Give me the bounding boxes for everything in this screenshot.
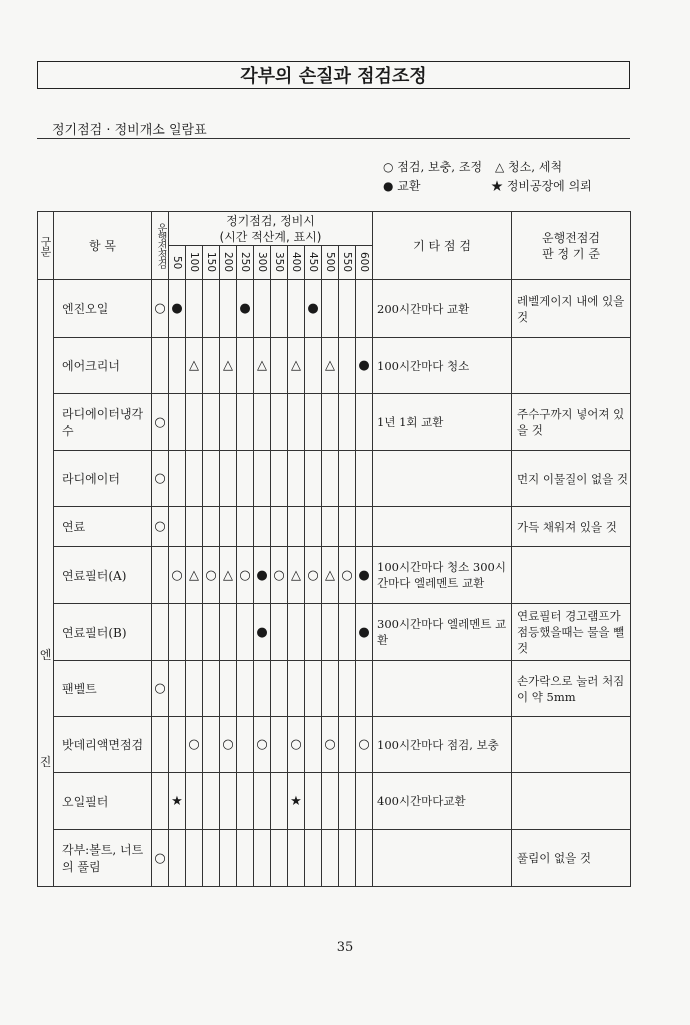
pre-op-mark: ○	[152, 394, 169, 451]
pre-op-mark: ○	[152, 280, 169, 338]
table-subtitle: 정기점검 · 정비개소 일람표	[52, 123, 207, 138]
criteria-text	[512, 547, 631, 604]
hour-header-cell: 150	[203, 246, 220, 280]
table-row	[38, 717, 631, 773]
interval-mark	[339, 604, 356, 661]
interval-mark	[305, 830, 322, 887]
interval-mark: △	[220, 547, 237, 604]
table-row	[38, 604, 631, 661]
interval-mark	[288, 604, 305, 661]
hour-header-cell: 200	[220, 246, 237, 280]
interval-mark	[305, 338, 322, 394]
interval-mark	[186, 451, 203, 507]
other-check-note: 200시간마다 교환	[373, 280, 512, 338]
interval-mark	[271, 280, 288, 338]
page-title: 각부의 손질과 점검조정	[37, 61, 630, 89]
header-other: 기 타 점 검	[373, 212, 512, 280]
interval-mark	[305, 661, 322, 717]
interval-mark: △	[288, 338, 305, 394]
interval-mark	[186, 773, 203, 830]
item-name: 연료필터(A)	[54, 547, 152, 604]
header-criteria: 운행전점검 판 정 기 준	[512, 212, 631, 280]
interval-mark	[254, 830, 271, 887]
interval-mark: ●	[356, 338, 373, 394]
hour-header-cell: 250	[237, 246, 254, 280]
pre-op-mark: ○	[152, 661, 169, 717]
interval-mark: ●	[237, 280, 254, 338]
criteria-text	[512, 773, 631, 830]
criteria-text	[512, 338, 631, 394]
interval-mark	[237, 717, 254, 773]
interval-mark	[254, 394, 271, 451]
interval-mark	[237, 830, 254, 887]
interval-mark	[203, 338, 220, 394]
interval-mark	[322, 661, 339, 717]
item-name: 각부:볼트, 너트 의 풀림	[54, 830, 152, 887]
interval-mark: △	[220, 338, 237, 394]
legend-check: ○ 점검, 보충, 조정	[383, 160, 483, 174]
criteria-text: 연료필터 경고램프가 점등했을때는 물을 뺄 것	[512, 604, 631, 661]
hour-header-cell: 50	[169, 246, 186, 280]
interval-mark: ○	[237, 547, 254, 604]
interval-mark: ○	[186, 717, 203, 773]
hour-header-cell: 400	[288, 246, 305, 280]
hour-header-cell: 450	[305, 246, 322, 280]
interval-mark	[220, 507, 237, 547]
interval-mark: ●	[169, 280, 186, 338]
interval-mark	[186, 604, 203, 661]
interval-mark	[220, 604, 237, 661]
interval-mark	[169, 604, 186, 661]
interval-mark	[288, 451, 305, 507]
interval-mark	[169, 451, 186, 507]
header-section: 구분	[38, 212, 54, 280]
interval-mark: ★	[169, 773, 186, 830]
interval-mark	[203, 451, 220, 507]
interval-mark: △	[322, 338, 339, 394]
interval-mark	[186, 661, 203, 717]
item-name: 연료필터(B)	[54, 604, 152, 661]
interval-mark: ○	[288, 717, 305, 773]
interval-mark	[271, 338, 288, 394]
item-name: 연료	[54, 507, 152, 547]
interval-mark	[220, 830, 237, 887]
interval-mark	[220, 394, 237, 451]
pre-op-mark	[152, 604, 169, 661]
other-check-note: 100시간마다 점검, 보충	[373, 717, 512, 773]
item-name: 에어크리너	[54, 338, 152, 394]
maintenance-table	[37, 211, 631, 887]
interval-mark: ○	[203, 547, 220, 604]
other-check-note: 100시간마다 청소 300시간마다 엘레멘트 교환	[373, 547, 512, 604]
other-check-note	[373, 507, 512, 547]
interval-mark	[305, 507, 322, 547]
page-number: 35	[336, 940, 354, 955]
interval-mark	[203, 507, 220, 547]
interval-mark	[169, 661, 186, 717]
item-name: 엔진오일	[54, 280, 152, 338]
interval-mark	[237, 338, 254, 394]
interval-mark	[203, 394, 220, 451]
interval-mark	[271, 507, 288, 547]
criteria-text: 가득 채워져 있을 것	[512, 507, 631, 547]
interval-mark	[254, 773, 271, 830]
criteria-text: 손가락으로 눌러 처짐이 약 5mm	[512, 661, 631, 717]
interval-mark	[271, 773, 288, 830]
table-row	[38, 451, 631, 507]
other-check-note: 100시간마다 청소	[373, 338, 512, 394]
interval-mark	[237, 394, 254, 451]
interval-mark	[169, 717, 186, 773]
table-row	[38, 773, 631, 830]
interval-mark	[356, 394, 373, 451]
interval-mark	[203, 717, 220, 773]
table-row	[38, 280, 631, 338]
legend-replace: ● 교환	[383, 179, 421, 193]
interval-mark: ○	[169, 547, 186, 604]
pre-op-mark	[152, 717, 169, 773]
interval-mark	[356, 773, 373, 830]
divider	[37, 138, 630, 139]
interval-mark: ○	[339, 547, 356, 604]
interval-mark	[322, 830, 339, 887]
interval-mark: ★	[288, 773, 305, 830]
interval-mark: ○	[356, 717, 373, 773]
interval-mark	[220, 451, 237, 507]
interval-mark: ●	[356, 547, 373, 604]
interval-mark	[356, 661, 373, 717]
interval-mark	[271, 604, 288, 661]
interval-mark	[305, 717, 322, 773]
interval-mark	[271, 394, 288, 451]
item-name: 라디에이터	[54, 451, 152, 507]
interval-mark	[339, 280, 356, 338]
table-row	[38, 394, 631, 451]
item-name: 라디에이터냉각수	[54, 394, 152, 451]
hour-header-cell: 600	[356, 246, 373, 280]
pre-op-mark	[152, 338, 169, 394]
interval-mark	[271, 830, 288, 887]
interval-mark	[271, 661, 288, 717]
interval-mark	[339, 661, 356, 717]
interval-mark	[305, 604, 322, 661]
table-row	[38, 507, 631, 547]
interval-mark	[339, 830, 356, 887]
interval-mark	[203, 773, 220, 830]
interval-mark: △	[288, 547, 305, 604]
interval-mark	[254, 451, 271, 507]
interval-mark: △	[254, 338, 271, 394]
table-row	[38, 661, 631, 717]
criteria-text: 주수구까지 넣어져 있을 것	[512, 394, 631, 451]
pre-op-mark: ○	[152, 451, 169, 507]
interval-mark	[322, 773, 339, 830]
other-check-note	[373, 451, 512, 507]
interval-mark	[305, 451, 322, 507]
interval-mark	[322, 280, 339, 338]
other-check-note: 1년 1회 교환	[373, 394, 512, 451]
interval-mark: ○	[271, 547, 288, 604]
interval-mark	[339, 451, 356, 507]
interval-mark: △	[186, 338, 203, 394]
interval-mark	[254, 507, 271, 547]
other-check-note: 300시간마다 엘레멘트 교환	[373, 604, 512, 661]
legend-shop: ★ 정비공장에 의뢰	[491, 179, 592, 193]
hour-header-cell: 500	[322, 246, 339, 280]
interval-mark: △	[322, 547, 339, 604]
interval-mark	[288, 280, 305, 338]
hour-header-cell: 100	[186, 246, 203, 280]
interval-mark	[288, 394, 305, 451]
interval-mark	[356, 451, 373, 507]
interval-mark: ○	[254, 717, 271, 773]
interval-mark	[220, 280, 237, 338]
interval-mark	[339, 394, 356, 451]
legend-clean: △ 청소, 세척	[495, 160, 563, 174]
interval-mark: ○	[305, 547, 322, 604]
interval-mark	[339, 507, 356, 547]
item-name: 오일필터	[54, 773, 152, 830]
interval-mark	[288, 830, 305, 887]
interval-mark	[356, 830, 373, 887]
pre-op-mark: ○	[152, 507, 169, 547]
pre-op-mark	[152, 773, 169, 830]
criteria-text: 레벨게이지 내에 있을 것	[512, 280, 631, 338]
interval-mark	[203, 604, 220, 661]
pre-op-mark: ○	[152, 830, 169, 887]
interval-mark	[237, 661, 254, 717]
interval-mark: △	[186, 547, 203, 604]
table-row	[38, 830, 631, 887]
header-periodic: 정기점검, 정비시 (시간 적산계, 표시)	[169, 212, 373, 246]
interval-mark	[237, 507, 254, 547]
interval-mark	[237, 451, 254, 507]
criteria-text: 먼지 이물질이 없을 것	[512, 451, 631, 507]
interval-mark	[322, 604, 339, 661]
interval-mark	[169, 507, 186, 547]
interval-mark	[186, 507, 203, 547]
table-row	[38, 338, 631, 394]
interval-mark: ●	[254, 604, 271, 661]
interval-mark	[203, 661, 220, 717]
table-row	[38, 547, 631, 604]
other-check-note	[373, 661, 512, 717]
interval-mark	[305, 394, 322, 451]
interval-mark	[186, 830, 203, 887]
interval-mark	[169, 830, 186, 887]
interval-mark	[339, 717, 356, 773]
interval-mark	[271, 717, 288, 773]
interval-mark	[339, 338, 356, 394]
interval-mark: ●	[305, 280, 322, 338]
interval-mark	[203, 830, 220, 887]
interval-mark: ●	[254, 547, 271, 604]
interval-mark	[322, 507, 339, 547]
other-check-note	[373, 830, 512, 887]
interval-mark	[339, 773, 356, 830]
header-pre-op: 운행전점검	[152, 212, 169, 280]
header-item: 항 목	[54, 212, 152, 280]
hour-header-cell: 300	[254, 246, 271, 280]
interval-mark: ●	[356, 604, 373, 661]
other-check-note: 400시간마다교환	[373, 773, 512, 830]
interval-mark	[203, 280, 220, 338]
interval-mark	[271, 451, 288, 507]
interval-mark	[305, 773, 322, 830]
interval-mark	[169, 338, 186, 394]
interval-mark	[220, 661, 237, 717]
interval-mark	[186, 280, 203, 338]
interval-mark	[186, 394, 203, 451]
hour-header-cell: 350	[271, 246, 288, 280]
interval-mark	[356, 507, 373, 547]
section-label: 엔 진	[38, 280, 54, 887]
interval-mark	[356, 280, 373, 338]
interval-mark: ○	[220, 717, 237, 773]
interval-mark	[237, 604, 254, 661]
item-name: 팬벨트	[54, 661, 152, 717]
interval-mark	[288, 507, 305, 547]
interval-mark	[322, 451, 339, 507]
pre-op-mark	[152, 547, 169, 604]
hour-header-cell: 550	[339, 246, 356, 280]
interval-mark	[254, 661, 271, 717]
item-name: 밧데리액면점검	[54, 717, 152, 773]
interval-mark	[288, 661, 305, 717]
interval-mark: ○	[322, 717, 339, 773]
interval-mark	[169, 394, 186, 451]
interval-mark	[237, 773, 254, 830]
interval-mark	[254, 280, 271, 338]
criteria-text	[512, 717, 631, 773]
interval-mark	[322, 394, 339, 451]
criteria-text: 풀림이 없을 것	[512, 830, 631, 887]
interval-mark	[220, 773, 237, 830]
